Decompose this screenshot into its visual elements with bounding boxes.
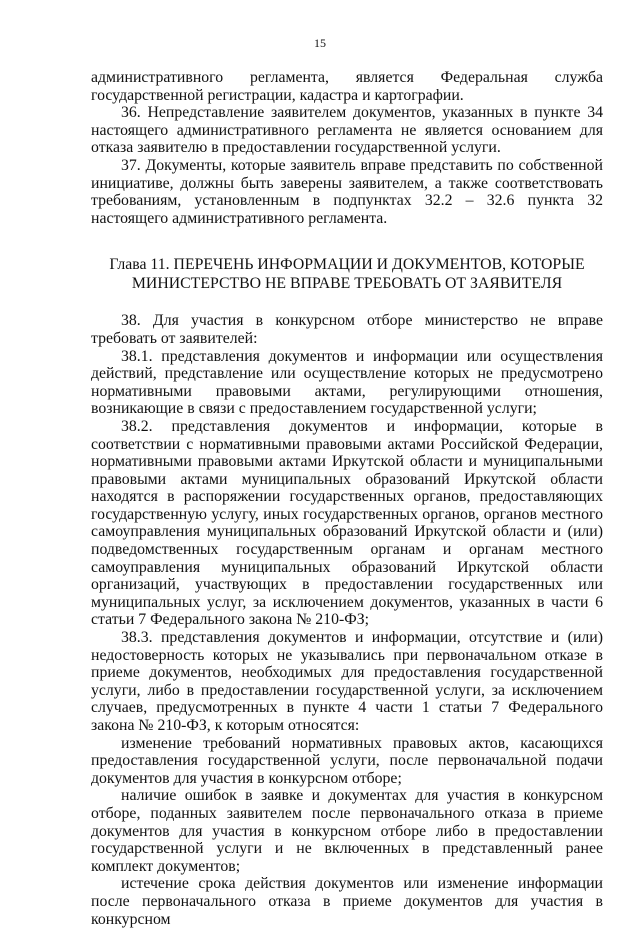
list-item-requirements-change: изменение требований нормативных правовых актов, касающихся предоставления государственной услуги, после первоначальной подачи документов для участия в конкурсном отборе; <box>91 734 603 787</box>
paragraph-38: 38. Для участия в конкурсном отборе министерство не вправе требовать от заявителей: <box>91 312 603 347</box>
list-item-documents-expiry: истечение срока действия документов или изменение информации после первоначального отказа в приеме документов для участия в конкурсном <box>91 875 603 928</box>
paragraph-continued: административного регламента, является Федеральная служба государственной регистрации, кадастра и картографии. <box>91 69 603 104</box>
paragraph-38-1: 38.1. представления документов и информации или осуществления действий, представление или осуществление которых не предусмотрено нормативными правовыми актами, регулирующими отношения, возникающие в связи с предоставлением государственной услуги; <box>91 347 603 418</box>
chapter-heading <box>91 255 603 293</box>
paragraph-36: 36. Непредставление заявителем документов, указанных в пункте 34 настоящего административного регламента не является основанием для отказа заявителю в предоставлении государственной услуги. <box>91 104 603 157</box>
page-number: 15 <box>314 36 326 50</box>
list-item-errors-in-application: наличие ошибок в заявке и документах для участия в конкурсном отборе, поданных заявителем после первоначального отказа в приеме документов для участия в конкурсном отборе либо в предоставлении государственной услуги и не включенных в представленный ранее комплект документов; <box>91 787 603 875</box>
paragraph-38-3: 38.3. представления документов и информации, отсутствие и (или) недостоверность которых не указывались при первоначальном отказе в приеме документов, необходимых для предоставления государственной услуги, либо в предоставлении государственной услуги, за исключением случаев, предусмотренных в пункте 4 части 1 статьи 7 Федерального закона № 210-ФЗ, к которым относятся: <box>91 629 603 734</box>
chapter-heading-line-2: МИНИСТЕРСТВО НЕ ВПРАВЕ ТРЕБОВАТЬ ОТ ЗАЯВИТЕЛЯ <box>131 275 563 293</box>
paragraph-38-2: 38.2. представления документов и информации, которые в соответствии с нормативными правовыми актами Российской Федерации, нормативными правовыми актами Иркутской области и муниципальными правовыми актами муниципальных образований Иркутской области находятся в распоряжении государственных органов, предоставляющих государственную услугу, иных государственных органов, органов местного самоуправления муниципальных образований Иркутской области и (или) подведомственных государственным органам и органам местного самоуправления муниципальных образований Иркутской области организаций, участвующих в предоставлении государственных или муниципальных услуг, за исключением документов, указанных в части 6 статьи 7 Федерального закона № 210-ФЗ; <box>91 417 603 629</box>
paragraph-37: 37. Документы, которые заявитель вправе представить по собственной инициативе, должны быть заверены заявителем, а также соответствовать требованиям, установленным в подпунктах 32.2 – 32.6 пункта 32 настоящего административного регламента. <box>91 156 603 227</box>
chapter-heading-line-1: Глава 11. ПЕРЕЧЕНЬ ИНФОРМАЦИИ И ДОКУМЕНТОВ, КОТОРЫЕ <box>109 256 585 274</box>
document-body <box>91 69 603 928</box>
